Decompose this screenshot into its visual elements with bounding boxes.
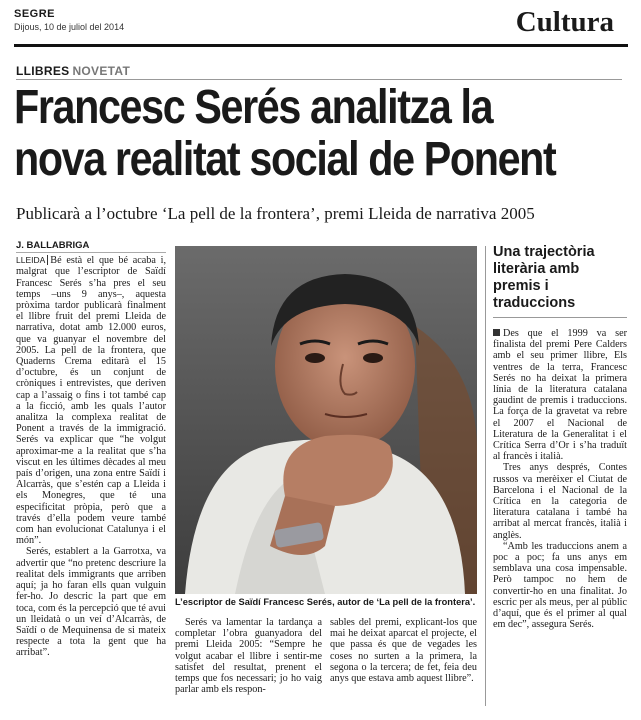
body-paragraph-1 xyxy=(16,255,166,546)
body-paragraph-1-text: Bé està el que bé acaba i, malgrat que l’escriptor de Saïdí Francesc Serés s’ha pres el seu temps –uns 9 anys–, aquesta pròxima tardor publicarà finalment el llibre fruit del premi Lleida de narrativa, dotat amb 12.000 euros, que va guanyar el novembre del 2005. La pell de la frontera, que Quaderns Crema editarà el 15 d’octubre, és un conjunt de cròniques i entrevistes, que deriven cap a l’assaig o fins i tot també cap a la ficció, amb les quals l’autor analitza la complexa realitat de Ponent a través de la immigració. Serés va explicar que “he volgut aproximar-me a la realitat que s’ha viscut en les últimes dècades al meu país d’origen, una zona entre Saïdí i Alcarràs, que s’estén cap a Lleida i els Monegres, que té una especificitat pròpia, però que a través d’ella podem veure també com han evolucionat Catalunya i el món”. xyxy=(16,255,166,547)
headline-line-1: Francesc Serés analitza la xyxy=(14,81,493,134)
kicker-subcategory: NOVETAT xyxy=(72,64,131,78)
sidebar-paragraph-2: Tres anys després, Contes russos va merèixer el Ciutat de Barcelona i el Nacional de la Crítica en la categoria de literatura catalana i també ha arribat al mercat francès, italià i anglès. xyxy=(493,462,627,541)
sidebar-title: Una trajectòria literària amb premis i traduccions xyxy=(493,244,627,318)
newspaper-name: SEGRE xyxy=(14,8,56,20)
photo-caption: L’escriptor de Saïdí Francesc Serés, autor de ‘La pell de la frontera’. xyxy=(175,597,476,607)
page-header xyxy=(14,6,628,50)
kicker-category: LLIBRES xyxy=(16,64,70,78)
section-title: Cultura xyxy=(515,6,614,38)
issue-date: Dijous, 10 de juliol del 2014 xyxy=(14,22,125,32)
portrait-illustration xyxy=(175,246,477,594)
sidebar-box xyxy=(493,244,627,630)
body-paragraph-3: Serés va lamentar la tardança a completar l’obra guanyadora del premi Lleida 2005: “Sempre he volgut acabar el llibre i sentir-me satisfet del resultat, prenent el temps que fos necessari; jo ho vaig parlar amb els respon- xyxy=(175,617,322,696)
sidebar-paragraph-1 xyxy=(493,328,627,462)
sidebar-paragraph-1-text: Des que el 1999 va ser finalista del premi Pere Calders amb el seu primer llibre, Els ventres de la terra, Francesc Serés no ha deixat la primera línia de la literatura catalana gaudint de premis i traduccions. La força de la gravetat va rebre el 2007 el Nacional de Literatura de la Generalitat i el Crítica Serra d’Or i s’ha traduït al francès i italià. xyxy=(493,328,627,463)
body-column-3 xyxy=(330,617,477,695)
headline-line-2: nova realitat social de Ponent xyxy=(14,133,556,186)
body-bottom-columns xyxy=(175,617,477,695)
body-column-1 xyxy=(16,240,166,659)
column-divider xyxy=(485,246,486,706)
sidebar-paragraph-3: “Amb les traduccions anem a poc a poc; fa uns anys em semblava una cosa impensable. Però tampoc no hem de convertir-ho en una finalitat. Jo escric per als meus, per al públic d’aquí, que és el primer al qual em dec”, assegura Serés. xyxy=(493,540,627,631)
dateline-location: LLEIDA xyxy=(16,255,48,265)
body-paragraph-2: Serés, establert a la Garrotxa, va advertir que “no pretenc descriure la realitat dels immigrants que arriben aquí; ja ho faran ells quan vulguin fer-ho. Jo descric la part que em toca, com és la percepció que té avui un lleidatà o un veí d’Alcarràs, de Saïdí o de Mequinensa de si mateix respecte a tota la gent que ha arribat”. xyxy=(16,546,166,659)
article-subheadline: Publicarà a l’octubre ‘La pell de la frontera’, premi Lleida de narrativa 2005 xyxy=(16,204,535,223)
author-photo xyxy=(175,246,477,594)
article-kicker xyxy=(16,64,130,78)
header-rule xyxy=(14,44,628,47)
body-column-2 xyxy=(175,617,322,695)
sidebar-text xyxy=(493,328,627,630)
body-paragraph-4: sables del premi, explicant-los que mai he deixat aparcat el projecte, el que passa és que de vegades les coses no surten a la primera, la segona o la tercera; de fet, feia deu anys que estava amb aquest llibre”. xyxy=(330,617,477,685)
kicker-rule xyxy=(16,79,622,80)
square-bullet-icon xyxy=(493,329,500,336)
byline: J. BALLABRIGA xyxy=(16,240,166,253)
article-headline xyxy=(14,81,556,186)
